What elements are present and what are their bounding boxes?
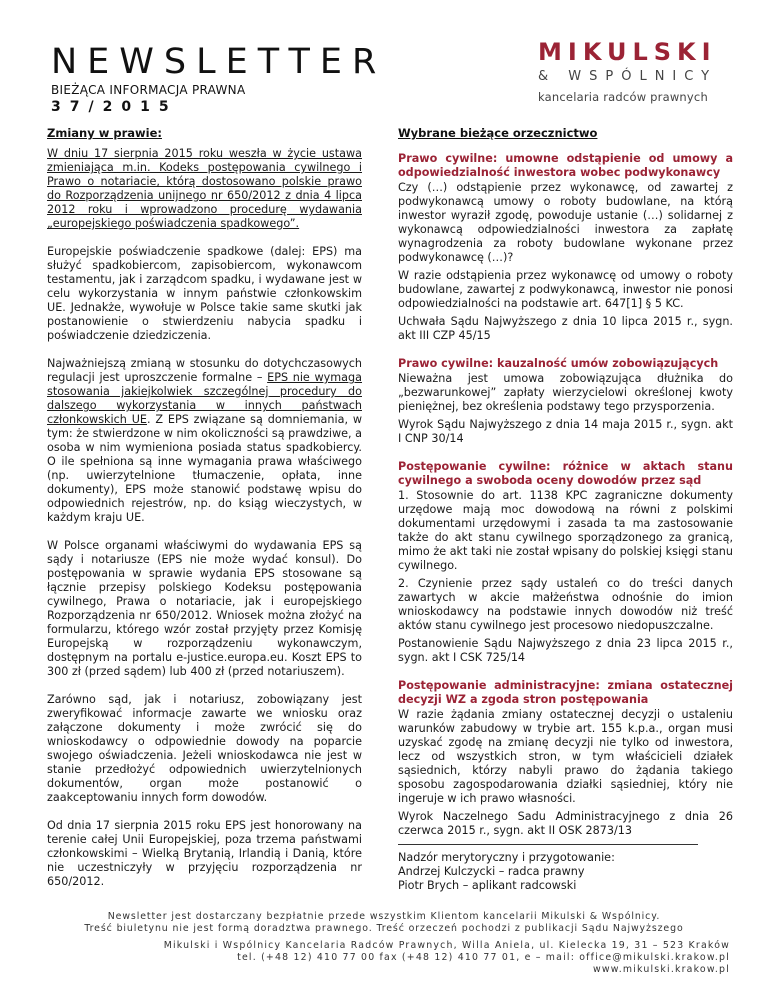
case-1-text-1: Czy (…) odstąpienie przez wykonawcę, od zawartej z podwykonawcą umowy o roboty budowlane, na którą inwestor wyraził zgodę, powoduje ustanie (…) solidarnej z wykonawcą odpowiedzialności inwestora za zapłatę wynagrodzenia za roboty budowlane wykonane przez podwykonawcę (…)?	[398, 181, 733, 264]
logo-name: MIKULSKI	[538, 38, 717, 66]
case-4	[398, 679, 733, 838]
law-changes-heading: Zmiany w prawie:	[47, 126, 162, 140]
left-column	[47, 126, 362, 903]
scope-paragraph: Od dnia 17 sierpnia 2015 roku EPS jest honorowany na terenie całej Unii Europejskiej, poza trzema państwami członkowskimi – Wielką Brytanią, Irlandią i Danią, które nie uczestniczyły w przyjęciu rozporządzenia nr 650/2012.	[47, 819, 362, 888]
right-column	[398, 126, 733, 893]
main-change-paragraph	[47, 357, 362, 525]
authorities-paragraph: W Polsce organami właściwymi do wydawania EPS są sądy i notariusze (EPS nie może wydać konsul). Do postępowania w sprawie wydania EPS stosowane są łącznie przepisy polskiego Kodeksu postępowania cywilnego, Prawa o notariacie, jak i europejskiego Rozporządzenia nr 650/2012. Wniosek można złożyć na formularzu, którego wzór został przyjęty przez Komisję Europejską w rozporządzeniu wykonawczym, dostępnym na portalu e-justice.europa.eu. Koszt EPS to 300 zł (przed sądem) lub 400 zł (przed notariuszem).	[47, 539, 362, 678]
logo-sub: & WSPÓLNICY	[538, 69, 718, 84]
supervisor-1: Andrzej Kulczycki – radca prawny	[398, 865, 585, 878]
main-change-highlight: EPS nie wymaga stosowania jakiejkolwiek szczególnej procedury do dalszego wykorzystania w innych państwach członkowskich UE	[47, 371, 362, 426]
case-3-text-2: 2. Czynienie przez sądy ustaleń co do treści danych zawartych w akcie małżeństwa odnośnie do imion wnioskodawcy na podstawie innych dowodów niż treść aktów stanu cywilnego jest procesowo niedopuszczalne.	[398, 577, 733, 632]
verification-paragraph: Zarówno sąd, jak i notariusz, zobowiązany jest zweryfikować informacje zawarte we wniosku oraz załączone dokumenty i może zwrócić się do wnioskodawcy o odpowiednie dowody na poparcie swojego oświadczenia. Jeżeli wnioskodawca nie jest w stanie przedłożyć odpowiednich uwierzytelnionych dokumentów, organ może postanowić o zaakceptowaniu innych form dowodów.	[47, 693, 362, 804]
case-1-source: Uchwała Sądu Najwyższego z dnia 10 lipca 2015 r., sygn. akt III CZP 45/15	[398, 315, 733, 342]
footer-website-link[interactable]: www.mikulski.krakow.pl	[592, 964, 730, 975]
case-law-heading: Wybrane bieżące orzecznictwo	[398, 126, 598, 140]
footer-disclaimer-1: Newsletter jest dostarczany bezpłatnie przede wszystkim Klientom kancelarii Mikulski & Wspólnicy.	[107, 911, 661, 922]
intro-paragraph: W dniu 17 sierpnia 2015 roku weszła w życie ustawa zmieniająca m.in. Kodeks postępowania cywilnego i Prawo o notariacie, którą dostosowano polskie prawo do Rozporządzenia unijnego nr 650/2012 z dnia 4 lipca 2012 roku i wprowadzono procedurę wydawania „europejskiego poświadczenia spadkowego”.	[47, 147, 362, 230]
case-3-text-1: 1. Stosownie do art. 1138 KPC zagraniczne dokumenty urzędowe mają moc dowodową na równi z polskimi dokumentami urzędowymi i zasada ta ma zastosowanie także do akt stanu cywilnego sporządzonego za granicą, mimo że akt taki nie został wpisany do polskiej księgi stanu cywilnego.	[398, 489, 733, 572]
case-4-source: Wyrok Naczelnego Sadu Administracyjnego z dnia 26 czerwca 2015 r., sygn. akt II OSK 2873/13	[398, 810, 733, 837]
newsletter-title: NEWSLETTER	[51, 42, 387, 82]
logo-tagline: kancelaria radców prawnych	[538, 90, 708, 104]
case-4-text-1: W razie żądania zmiany ostatecznej decyzji o ustaleniu warunków zabudowy w trybie art. 155 k.p.a., organ musi uzyskać zgodę na zmianę decyzji nie tylko od inwestora, lecz od wszystkich stron, w tym właścicieli działek sąsiednich, którzy nabyli prawo do żądania takiego sposobu zagospodarowania działki sąsiedniej, który nie ingeruje w ich prawo własności.	[398, 708, 733, 805]
divider	[398, 844, 698, 845]
footer-contact: tel. (+48 12) 410 77 00 fax (+48 12) 410 77 01, e – mail: office@mikulski.krakow.pl	[237, 952, 730, 963]
case-1	[398, 152, 733, 343]
case-4-title: Postępowanie administracyjne: zmiana ostatecznej decyzji WZ a zgoda stron postępowania	[398, 679, 733, 706]
main-change-text-a: Najważniejszą zmianą w stosunku do dotychczasowych regulacji jest uproszczenie formalne –	[47, 357, 362, 384]
case-1-title: Prawo cywilne: umowne odstąpienie od umowy a odpowiedzialność inwestora wobec podwykonawcy	[398, 152, 733, 179]
case-3-title: Postępowanie cywilne: różnice w aktach stanu cywilnego a swoboda oceny dowodów przez sąd	[398, 460, 733, 487]
case-2-text-1: Nieważna jest umowa zobowiązująca dłużnika do „bezwarunkowej” zapłaty wierzycielowi określonej kwoty pieniężnej, bez określenia podstawy tego przysporzenia.	[398, 372, 733, 413]
supervisor-2: Piotr Brych – aplikant radcowski	[398, 879, 577, 892]
case-2	[398, 357, 733, 446]
main-change-text-b: . Z EPS związane są domniemania, w tym: że stwierdzone w nim okoliczności są prawdziwe, a osoba w nim wymieniona posiada status spadkobiercy. O ile spełniona są inne wymagania prawa właściwego (np. uwierzytelnione tłumaczenie, opłata, inne dokumenty), EPS może stanowić podstawę wpisu do odpowiednich rejestrów, np. do ksiąg wieczystych, w każdym kraju UE.	[47, 413, 362, 524]
supervision-label: Nadzór merytoryczny i przygotowanie:	[398, 851, 615, 864]
issue-number: 37/2015	[51, 99, 178, 115]
firm-logo	[538, 40, 728, 104]
footer-disclaimer-2: Treść biuletynu nie jest formą doradztwa prawnego. Treść orzeczeń pochodzi z publikacji Sądu Najwyższego	[84, 923, 684, 934]
case-3	[398, 460, 733, 665]
eps-paragraph: Europejskie poświadczenie spadkowe (dalej: EPS) ma służyć spadkobiercom, zapisobiercom, wykonawcom testamentu, jak i zarządcom spadku, i wydawane jest w celu wykorzystania w innym państwie członkowskim UE. Jednakże, wywołuje w Polsce takie same skutki jak postanowienie o stwierdzeniu nabycia spadku i poświadczenie dziedziczenia.	[47, 245, 362, 342]
newsletter-subtitle: BIEŻĄCA INFORMACJA PRAWNA	[51, 83, 246, 97]
case-3-source: Postanowienie Sądu Najwyższego z dnia 23 lipca 2015 r., sygn. akt I CSK 725/14	[398, 637, 733, 664]
case-1-text-2: W razie odstąpienia przez wykonawcę od umowy o roboty budowlane, zawartej z podwykonawcą, inwestor nie ponosi odpowiedzialności na podstawie art. 647[1] § 5 KC.	[398, 269, 733, 310]
case-2-title: Prawo cywilne: kauzalność umów zobowiązujących	[398, 357, 719, 370]
footer-address: Mikulski i Wspólnicy Kancelaria Radców Prawnych, Willa Aniela, ul. Kielecka 19, 31 – 523 Kraków	[163, 940, 730, 951]
case-2-source: Wyrok Sądu Najwyższego z dnia 14 maja 2015 r., sygn. akt I CNP 30/14	[398, 418, 733, 445]
